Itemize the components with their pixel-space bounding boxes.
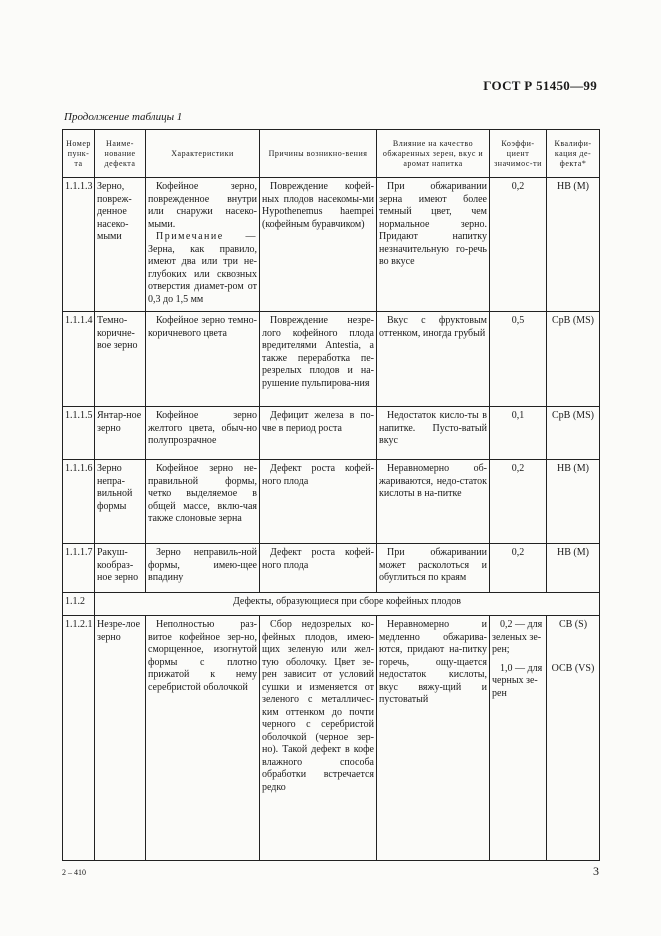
col-header-characteristics: Характеристики: [146, 130, 260, 178]
defect-name: Незре-лое зерно: [95, 616, 146, 861]
characteristics: Зерно неправиль-ной формы, имею-щее впадину: [146, 544, 260, 593]
characteristics: Кофейное зерно темно-коричневого цвета: [146, 312, 260, 407]
influence: При обжаривании может расколоться и обуглиться по краям: [377, 544, 490, 593]
defect-name: Янтар-ное зерно: [95, 407, 146, 460]
row-number: 1.1.1.7: [63, 544, 95, 593]
qualification: НВ (М): [547, 178, 600, 312]
standard-number: ГОСТ Р 51450—99: [483, 78, 597, 93]
coefficient: 0,1: [490, 407, 547, 460]
qualification: НВ (М): [547, 544, 600, 593]
qualification-black: ОСВ (VS): [551, 662, 595, 674]
table-row: [63, 544, 600, 593]
characteristics: Неполностью раз-витое кофейное зер-но, сморщенное, изогнутой формы с плотно прижатой к нему серебристой оболочкой: [146, 616, 260, 861]
influence: Неравномерно об-жариваются, недо-статок кислоты в на-питке: [377, 460, 490, 544]
qualification: СрВ (MS): [547, 407, 600, 460]
influence: Вкус с фруктовым оттенком, иногда грубый: [377, 312, 490, 407]
characteristics: Кофейное зерно не-правильной формы, четко выделяемое в общей массе, вклю-чая также слоновые зерна: [146, 460, 260, 544]
causes: Дефицит железа в по-чве в период роста: [260, 407, 377, 460]
col-header-coefficient: Коэффи-циент значимос-ти: [490, 130, 547, 178]
coefficient: 0,5: [490, 312, 547, 407]
coefficient: 0,2: [490, 178, 547, 312]
coefficient: 0,2: [490, 544, 547, 593]
table-row: [63, 178, 600, 312]
causes: Повреждение кофей-ных плодов насекомы-ми Hypothenemus haempei (кофейным буравчиком): [260, 178, 377, 312]
table-continuation-label: Продолжение таблицы 1: [64, 111, 183, 123]
col-header-number: Номер пунк-та: [63, 130, 95, 178]
col-header-defect-name: Наиме-нование дефекта: [95, 130, 146, 178]
influence: Недостаток кисло-ты в напитке. Пусто-ватый вкус: [377, 407, 490, 460]
defect-name: Зерно непра-вильной формы: [95, 460, 146, 544]
causes: Дефект роста кофей-ного плода: [260, 544, 377, 593]
col-header-qualification: Квалифи-кация де-фекта*: [547, 130, 600, 178]
row-number: 1.1.2.1: [63, 616, 95, 861]
characteristics-text: Кофейное зерно, поврежденное внутри или снаружи насеко-мыми.: [148, 181, 257, 230]
table-row: [63, 616, 600, 861]
characteristics: [146, 178, 260, 312]
note: [148, 231, 257, 306]
influence: Неравномерно и медленно обжарива-ются, придают на-питку горечь, ощу-щается недостаток кислоты, вкус вяжу-щий и пустоватый: [377, 616, 490, 861]
coefficient: 0,2: [490, 460, 547, 544]
table-header-row: [63, 130, 600, 178]
qualification: [547, 616, 600, 861]
influence: При обжаривании зерна имеют более темный цвет, чем нормальное зерно. Придают напитку незначительную го-речь во вкусе: [377, 178, 490, 312]
section-row: [63, 593, 600, 616]
section-title: Дефекты, образующиеся при сборе кофейных плодов: [95, 593, 600, 616]
table-row: [63, 312, 600, 407]
qualification: НВ (М): [547, 460, 600, 544]
row-number: 1.1.1.5: [63, 407, 95, 460]
coefficient-black: 1,0 — для черных зе-рен: [492, 662, 543, 699]
print-code: 2 – 410: [62, 868, 86, 877]
coefficient-green: 0,2 — для зеленых зе-рен;: [492, 619, 543, 655]
defects-table: [62, 129, 600, 861]
note-label: Примечание —: [156, 231, 257, 242]
defect-name: Ракуш-кообраз-ное зерно: [95, 544, 146, 593]
coefficient: [490, 616, 547, 861]
section-number: 1.1.2: [63, 593, 95, 616]
characteristics: Кофейное зерно желтого цвета, обыч-но полупрозрачное: [146, 407, 260, 460]
table-row: [63, 407, 600, 460]
table-row: [63, 460, 600, 544]
qualification-green: СВ (S): [558, 619, 588, 630]
col-header-causes: Причины возникно-вения: [260, 130, 377, 178]
page-number: 3: [593, 864, 599, 878]
causes: Дефект роста кофей-ного плода: [260, 460, 377, 544]
qualification: СрВ (MS): [547, 312, 600, 407]
row-number: 1.1.1.6: [63, 460, 95, 544]
row-number: 1.1.1.4: [63, 312, 95, 407]
col-header-influence: Влияние на качество обжаренных зерен, вкус и аромат напитка: [377, 130, 490, 178]
defect-name: Зерно, повреж-денное насеко-мыми: [95, 178, 146, 312]
causes: Повреждение незре-лого кофейного плода вредителями Antestia, а также переработка пе-резрелых плодов и на-рушение пульпирова-ния: [260, 312, 377, 407]
note-text: Зерна, как правило, имеют два или три не-глубоких или сквозных отверстия диамет-ром от 0,3 до 1,5 мм: [148, 243, 257, 305]
defect-name: Темно-коричне-вое зерно: [95, 312, 146, 407]
row-number: 1.1.1.3: [63, 178, 95, 312]
causes: Сбор недозрелых ко-фейных плодов, имею-щих зеленую или жел-тую оболочку. Цвет зе-рен зависит от условий сушки и изменяется от зеленого с металличес-ким оттенком до почти черного с серебристой оболочкой (черное зер-но). Такой дефект в кофе влажного способа обработки встречается редко: [260, 616, 377, 861]
